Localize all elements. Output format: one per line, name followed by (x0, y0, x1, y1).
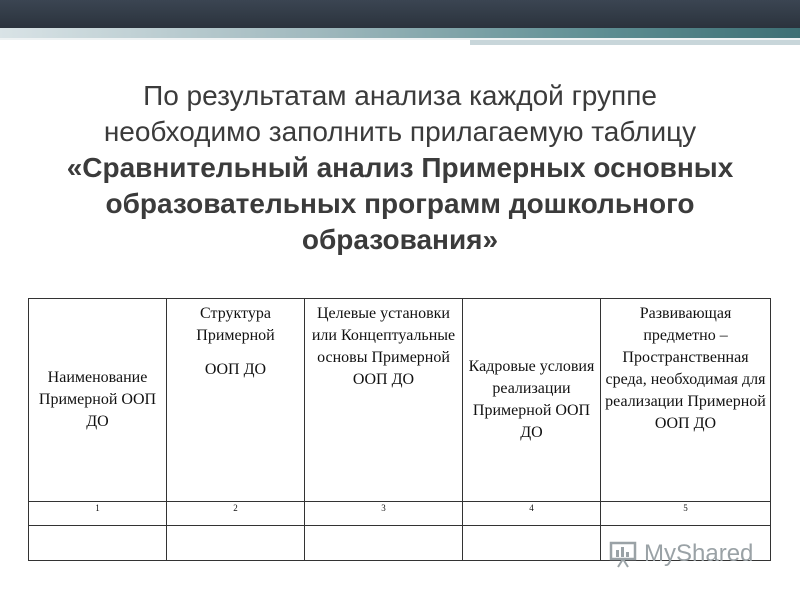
comparison-table (28, 298, 771, 561)
header-goals: Целевые установки или Концептуальные основы Примерной ООП ДО (305, 299, 463, 502)
column-number: 5 (601, 502, 771, 526)
watermark (608, 536, 753, 572)
header-structure (167, 299, 305, 502)
column-number: 2 (167, 502, 305, 526)
accent-stripe (0, 28, 800, 38)
watermark-text: MyShared (644, 540, 754, 567)
header-name: Наименование Примерной ООП ДО (29, 299, 167, 502)
slide-title (40, 78, 760, 258)
title-line-2: необходимо заполнить прилагаемую таблицу (103, 116, 697, 147)
header-structure-line-1: Структура Примерной (196, 305, 275, 344)
table-cell[interactable] (167, 526, 305, 561)
column-number: 4 (463, 502, 601, 526)
table-number-row (29, 502, 771, 526)
table-cell[interactable] (463, 526, 601, 561)
header-staffing: Кадровые условия реализации Примерной ООП ДО (463, 299, 601, 502)
column-number: 3 (305, 502, 463, 526)
accent-stripe-light (470, 40, 800, 45)
table-cell[interactable] (305, 526, 463, 561)
table-cell[interactable] (29, 526, 167, 561)
header-environment: Развивающая предметно – Пространственная среда, необходимая для реализации Примерной ООП ДО (601, 299, 771, 502)
column-number: 1 (29, 502, 167, 526)
top-bar (0, 0, 800, 28)
title-bold: «Сравнительный анализ Примерных основных образовательных программ дошкольного образования» (66, 152, 734, 255)
presentation-board-icon (608, 539, 638, 569)
table-header-row (29, 299, 771, 502)
header-structure-line-2: ООП ДО (204, 361, 267, 378)
title-line-1: По результатам анализа каждой группе (143, 80, 657, 111)
